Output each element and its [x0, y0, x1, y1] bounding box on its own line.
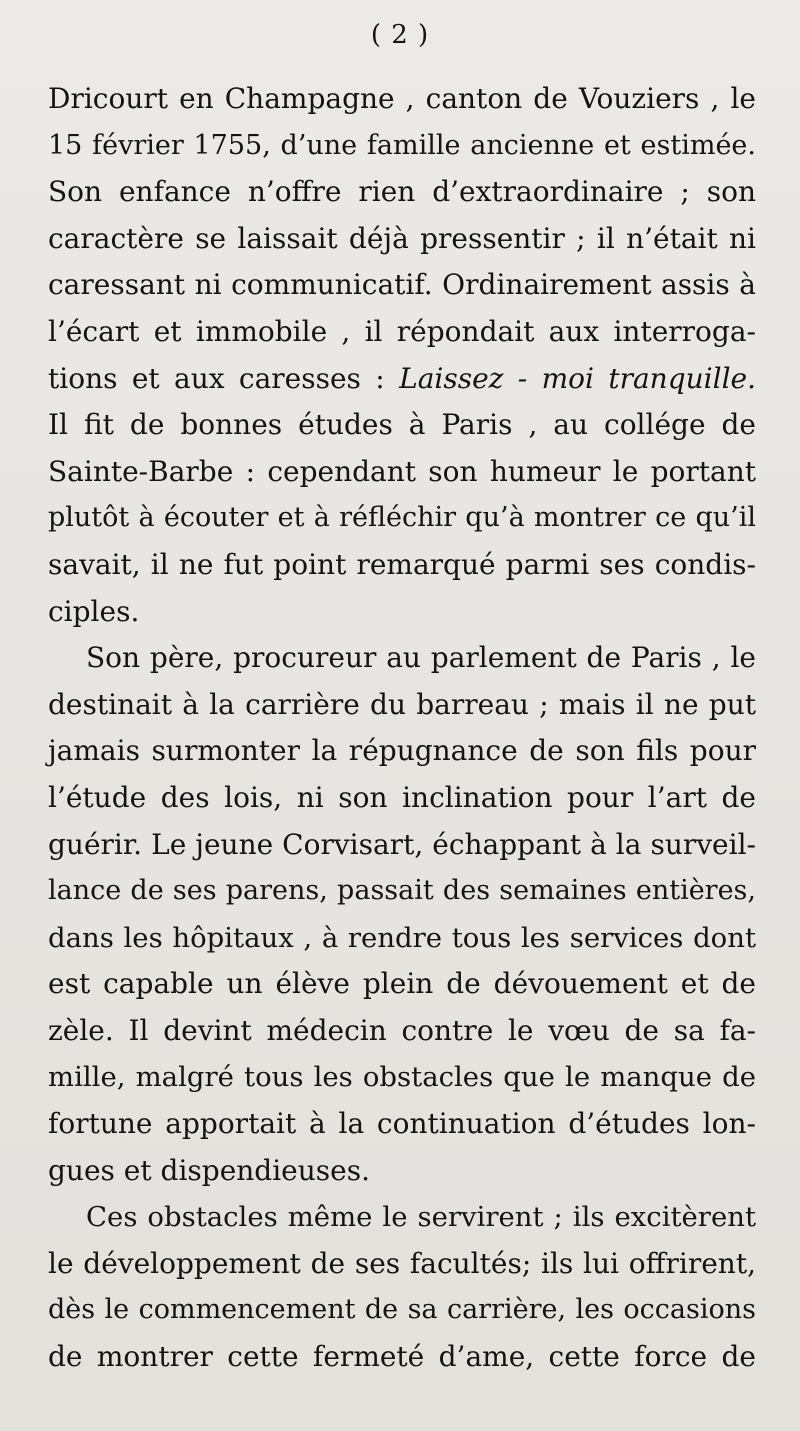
text-line	[48, 915, 756, 962]
text-line-content: tions et aux caresses :	[48, 361, 385, 395]
text-line-content: 15 février 1755, d’une famille ancienne et estimée.	[48, 129, 756, 161]
text-line-content: plutôt à écouter et à réfléchir qu’à montrer ce qu’il	[48, 502, 756, 534]
text-line-content: caractère se laissait déjà pressentir ; il n’était ni	[48, 221, 756, 255]
text-line-content: destinait à la carrière du barreau ; mais il ne put	[48, 687, 756, 721]
text-line-content: Son enfance n’offre rien d’extraordinaire ; son	[48, 175, 756, 209]
text-line	[48, 76, 756, 123]
text-line-content: fortune apportait à la continuation d’études lon-	[48, 1107, 756, 1141]
text-line	[48, 589, 756, 636]
text-line-content: Sainte-Barbe : cependant son humeur le portant	[48, 454, 756, 488]
text-line	[48, 1148, 756, 1195]
text-line	[48, 728, 756, 775]
text-line	[48, 495, 756, 542]
text-line	[48, 1241, 756, 1288]
text-line-content: zèle. Il devint médecin contre le vœu de sa fa-	[48, 1013, 756, 1047]
text-line	[48, 542, 756, 589]
text-line-content: ciples.	[48, 594, 140, 628]
text-line	[48, 1054, 756, 1101]
text-line-content: l’écart et immobile , il répondait aux interroga-	[48, 314, 756, 348]
text-line	[48, 1194, 756, 1241]
text-line-content: caressant ni communicatif. Ordinairement assis à	[48, 268, 756, 302]
text-line	[48, 775, 756, 822]
text-line-content: jamais surmonter la répugnance de son fils pour	[48, 734, 756, 768]
text-line	[48, 216, 756, 263]
text-line	[48, 682, 756, 729]
text-line-content: dès le commencement de sa carrière, les occasions	[48, 1294, 756, 1326]
text-line-content: est capable un élève plein de dévouement et de	[48, 967, 756, 1001]
text-line	[48, 1287, 756, 1334]
text-line	[48, 635, 756, 682]
text-line	[48, 1334, 756, 1381]
text-line-content: le développement de ses facultés; ils lui offrirent,	[48, 1246, 756, 1280]
text-line-content: Ces obstacles même le servirent ; ils excitèrent	[86, 1201, 756, 1234]
body-text	[48, 76, 756, 1381]
text-line-content: Il fit de bonnes études à Paris , au collége de	[48, 408, 756, 442]
text-line	[48, 449, 756, 496]
text-line	[48, 1008, 756, 1055]
text-line-content: de montrer cette fermeté d’ame, cette force de	[48, 1340, 756, 1374]
text-line-content: l’étude des lois, ni son inclination pour l’art de	[48, 780, 756, 814]
text-line	[48, 961, 756, 1008]
text-line-content: lance de ses parens, passait des semaines entières,	[48, 875, 756, 907]
text-line-content: gues et dispendieuses.	[48, 1153, 370, 1187]
text-line-content: mille, malgré tous les obstacles que le manque de	[48, 1061, 756, 1094]
text-line-content: Son père, procureur au parlement de Paris , le	[86, 641, 756, 675]
text-line	[48, 822, 756, 869]
text-line	[48, 356, 756, 403]
text-line	[48, 123, 756, 170]
italic-quote: Laissez - moi tranquille.	[399, 361, 756, 395]
text-line-content: savait, il ne fut point remarqué parmi ses condis-	[48, 547, 756, 581]
page-number: ( 2 )	[370, 20, 430, 50]
text-line	[48, 262, 756, 309]
text-line	[48, 868, 756, 915]
text-line-content: Dricourt en Champagne , canton de Vouziers , le	[48, 82, 756, 115]
text-line-content: guérir. Le jeune Corvisart, échappant à la surveil-	[48, 827, 756, 861]
text-line	[48, 169, 756, 216]
text-line	[48, 309, 756, 356]
text-line-content: dans les hôpitaux , à rendre tous les services dont	[48, 921, 756, 954]
text-line	[48, 402, 756, 449]
text-line	[48, 1101, 756, 1148]
